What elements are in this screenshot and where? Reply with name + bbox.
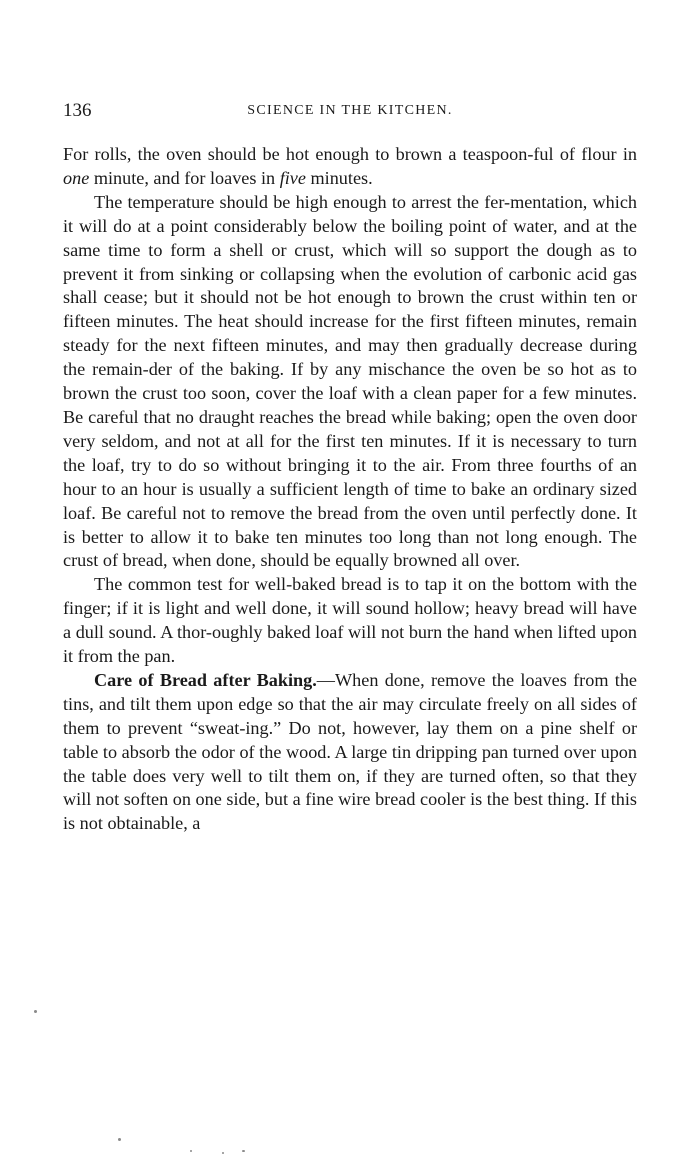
paragraph-care-of-bread [63,669,637,836]
running-head: SCIENCE IN THE KITCHEN. [247,103,453,118]
paragraph-text: minutes. [305,167,373,188]
body-text [63,143,637,836]
scan-speck [222,1152,224,1154]
paragraph-text: minute, and for loaves in [89,167,280,188]
page-header [63,100,637,126]
page-number: 136 [63,100,92,121]
scan-speck [190,1150,192,1152]
scan-speck [118,1138,121,1141]
paragraph-temperature: The temperature should be high enough to arrest the fer-mentation, which it will do at a point considerably below the boiling point of water, and at the same time to form a shell or crust, which will so support the dough as to prevent it from sinking or collapsing when the evolution of carbonic acid gas shall cease; but it should not be hot enough to brown the crust within ten or fifteen minutes. The heat should increase for the first fifteen minutes, remain steady for the next fifteen minutes, and may then gradually decrease during the remain-der of the baking. If by any mischance the oven be so hot as to brown the crust too soon, cover the loaf with a clean paper for a few minutes. Be careful that no draught reaches the bread while baking; open the oven door very seldom, and not at all for the first ten minutes. If it is necessary to turn the loaf, try to do so without bringing it to the air. From three fourths of an hour to an hour is usually a sufficient length of time to bake an ordinary sized loaf. Be careful not to remove the bread from the oven until perfectly done. It is better to allow it to bake ten minutes too long than not long enough. The crust of bread, when done, should be equally browned all over. [63,191,637,571]
paragraph-text: —When done, remove the loaves from the tins, and tilt them upon edge so that the air may circulate freely on all sides of them to prevent “sweat-ing.” Do not, however, lay them on a pine shelf or table to absorb the odor of the wood. A large tin dripping pan turned over upon the table does very well to tilt them on, if they are turned often, so that they will not soften on one side, but a fine wire bread cooler is the best thing. If this is not obtainable, a [63,669,637,834]
emphasis-one: one [63,167,90,188]
section-heading: Care of Bread after Baking. [94,669,317,690]
emphasis-five: five [279,167,306,188]
scan-speck [34,1010,37,1013]
paragraph-text: For rolls, the oven should be hot enough to brown a teaspoon-ful of flour in [63,144,637,164]
paragraph-oven-heat [63,143,637,191]
paragraph-test: The common test for well-baked bread is to tap it on the bottom with the finger; if it is light and well done, it will sound hollow; heavy bread will have a dull sound. A thor-oughly baked loaf will not burn the hand when lifted upon it from the pan. [63,574,637,667]
scan-speck [242,1150,245,1152]
